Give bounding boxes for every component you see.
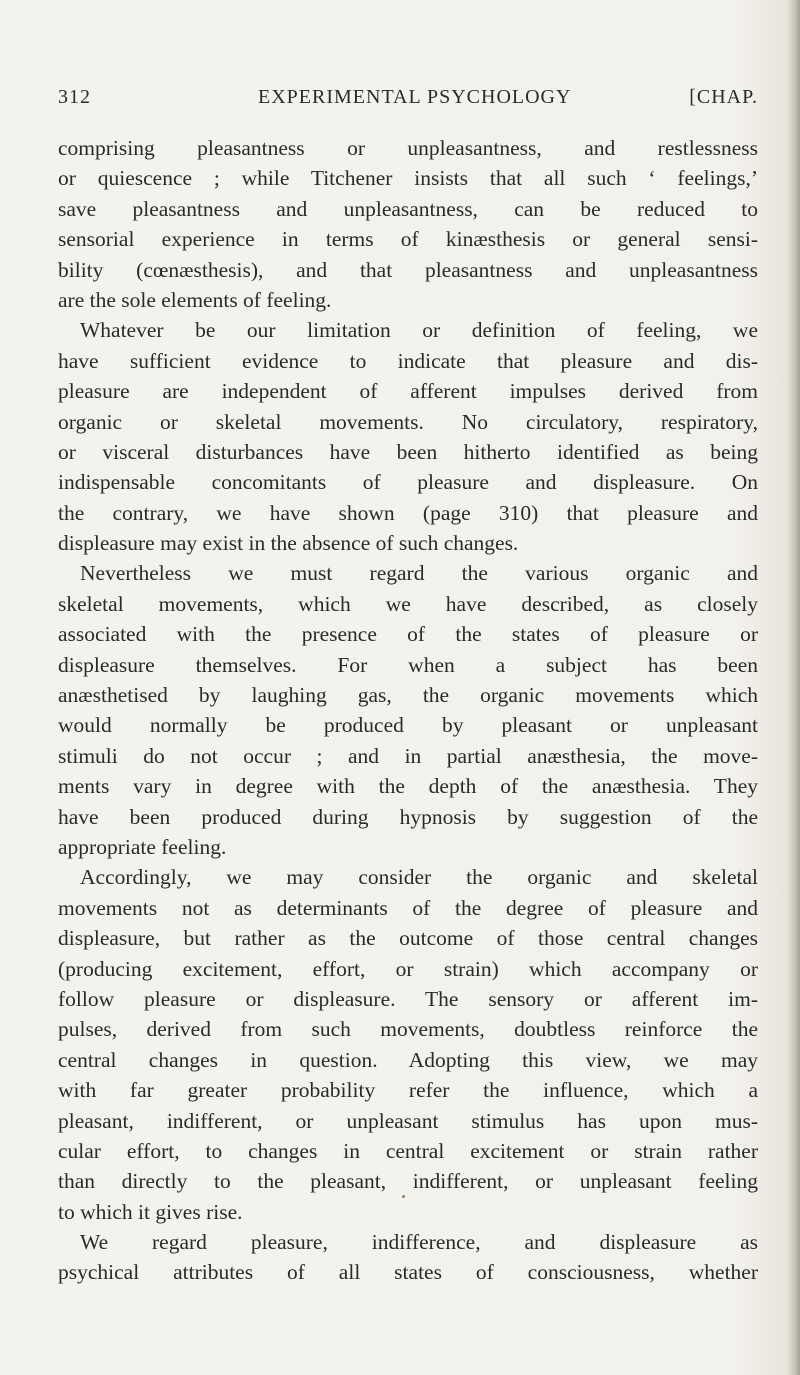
text-line: Accordingly, we may consider the organic and skeletal	[80, 865, 758, 890]
paper-speck	[402, 1195, 405, 1198]
text-line: displeasure themselves. For when a subject has been	[58, 652, 758, 677]
text-line: Whatever be our limitation or definition of feeling, we	[80, 318, 758, 343]
text-line: have sufficient evidence to indicate that pleasure and dis-	[58, 348, 758, 373]
text-line: cular effort, to changes in central excitement or strain rather	[58, 1138, 758, 1163]
text-line: pleasure are independent of afferent impulses derived from	[58, 379, 758, 404]
page-header	[58, 86, 758, 116]
text-line: (producing excitement, effort, or strain) which accompany or	[58, 956, 758, 981]
text-line: comprising pleasantness or unpleasantness, and restlessness	[58, 136, 758, 160]
text-line: Nevertheless we must regard the various organic and	[80, 561, 758, 586]
page-number: 312	[58, 86, 91, 108]
chapter-reference: [CHAP.	[689, 86, 758, 108]
text-line: the contrary, we have shown (page 310) that pleasure and	[58, 500, 758, 525]
text-line: or visceral disturbances have been hitherto identified as being	[58, 439, 758, 464]
text-line: to which it gives rise.	[58, 1199, 243, 1224]
text-line: skeletal movements, which we have described, as closely	[58, 591, 758, 616]
page-edge-shadow	[786, 0, 800, 1375]
text-line: with far greater probability refer the influence, which a	[58, 1078, 758, 1103]
text-line: than directly to the pleasant, indifferent, or unpleasant feeling	[58, 1169, 758, 1194]
running-head: EXPERIMENTAL PSYCHOLOGY	[258, 86, 572, 108]
text-line: ments vary in degree with the depth of the anæsthesia. They	[58, 774, 758, 799]
text-line: pleasant, indifferent, or unpleasant stimulus has upon mus-	[58, 1108, 758, 1133]
text-line: pulses, derived from such movements, doubtless reinforce the	[58, 1017, 758, 1042]
text-line: bility (cœnæsthesis), and that pleasantness and unpleasantness	[58, 257, 758, 282]
text-line: stimuli do not occur ; and in partial anæsthesia, the move-	[58, 743, 758, 768]
text-line: displeasure may exist in the absence of such changes.	[58, 531, 519, 556]
text-line: anæsthetised by laughing gas, the organic movements which	[58, 683, 758, 708]
text-line: displeasure, but rather as the outcome of those central changes	[58, 926, 758, 951]
text-line: associated with the presence of the states of pleasure or	[58, 622, 758, 647]
text-line: We regard pleasure, indifference, and displeasure as	[80, 1230, 758, 1255]
text-line: are the sole elements of feeling.	[58, 287, 332, 312]
text-line: sensorial experience in terms of kinæsthesis or general sensi-	[58, 227, 758, 252]
text-line: appropriate feeling.	[58, 834, 227, 859]
text-line: organic or skeletal movements. No circulatory, respiratory,	[58, 409, 758, 434]
body-text	[58, 133, 758, 1288]
text-line: psychical attributes of all states of consciousness, whether	[58, 1260, 758, 1285]
text-line: movements not as determinants of the degree of pleasure and	[58, 895, 758, 920]
text-line: or quiescence ; while Titchener insists that all such ‘ feelings,’	[58, 166, 758, 191]
text-line: have been produced during hypnosis by suggestion of the	[58, 804, 758, 829]
text-line: follow pleasure or displeasure. The sensory or afferent im-	[58, 986, 758, 1011]
text-line: would normally be produced by pleasant or unpleasant	[58, 713, 758, 738]
text-line: save pleasantness and unpleasantness, can be reduced to	[58, 196, 758, 221]
text-line: indispensable concomitants of pleasure and displeasure. On	[58, 470, 758, 495]
text-line: central changes in question. Adopting this view, we may	[58, 1047, 758, 1072]
